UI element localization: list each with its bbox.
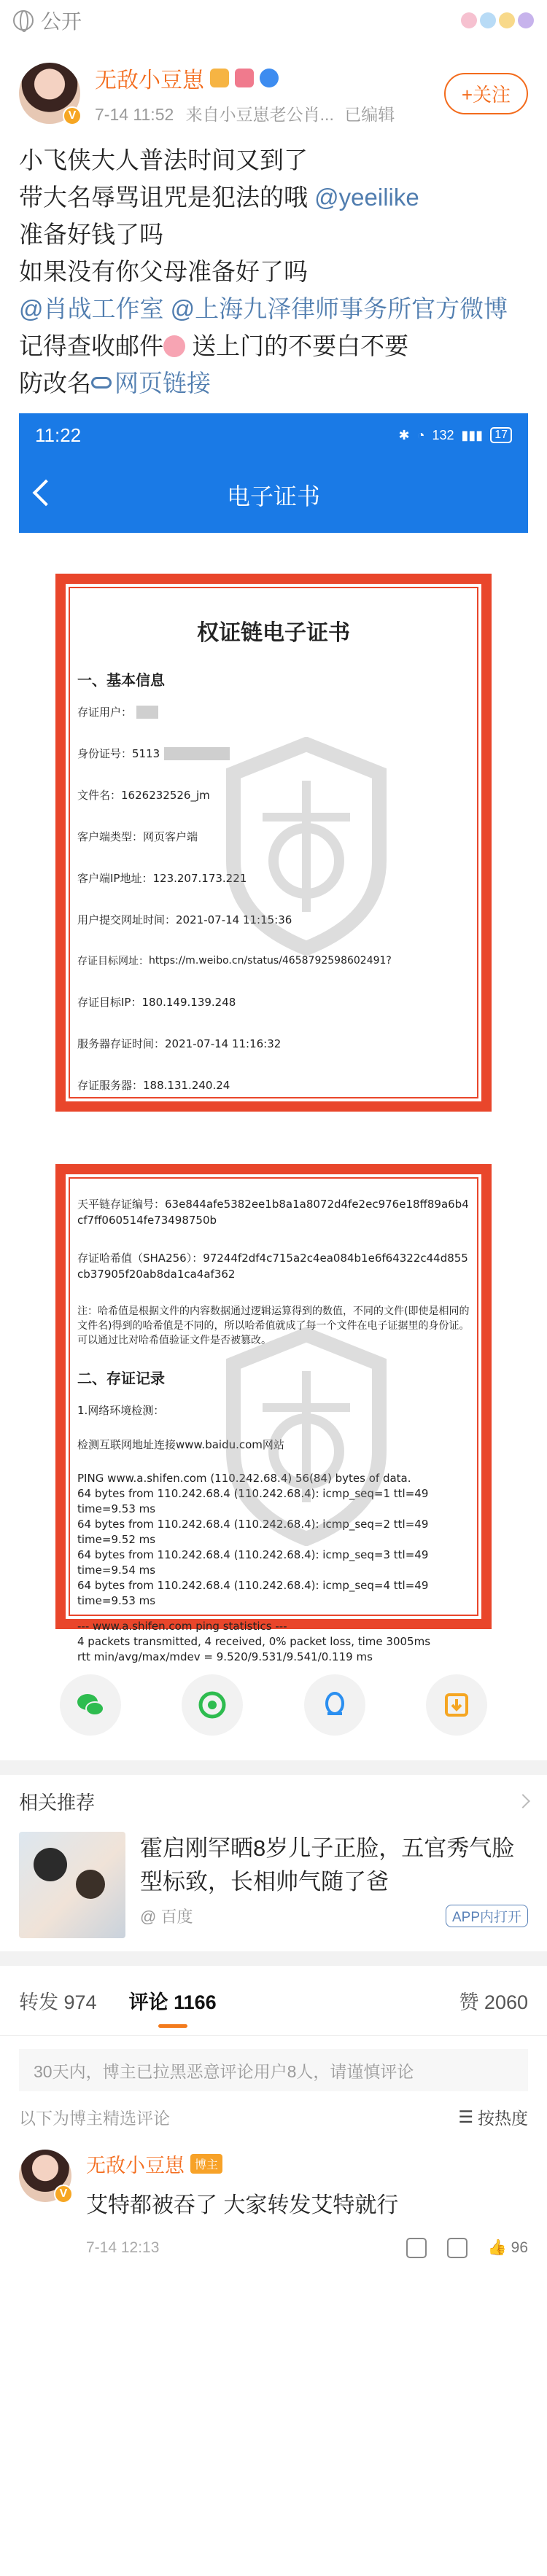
scale-shield-watermark-icon <box>219 1327 394 1546</box>
post-line-text: 记得查收邮件 <box>19 332 163 359</box>
share-wechat-button[interactable] <box>60 1674 121 1736</box>
section-records: 二、存证记录 <box>77 1370 165 1387</box>
post-line-text: 带大名辱骂诅咒是犯法的哦 <box>19 184 308 211</box>
redacted-block <box>136 706 158 719</box>
web-link[interactable] <box>91 370 211 397</box>
follow-button[interactable]: +关注 <box>444 73 528 114</box>
mute-icon: ◔ <box>416 427 425 442</box>
ping-line: 64 bytes from 110.242.68.4 (110.242.68.4): icmp_seq=2 ttl=49 time=9.52 ms <box>77 1518 429 1546</box>
ping-line: 64 bytes from 110.242.68.4 (110.242.68.4): icmp_seq=4 ttl=49 time=9.53 ms <box>77 1579 429 1607</box>
frame-corner <box>461 1170 486 1195</box>
ping-line: rtt min/avg/max/mdev = 9.520/9.531/9.541/0.119 ms <box>77 1650 373 1663</box>
comment-footer <box>86 2238 528 2258</box>
field-label: 用户提交网址时间： <box>77 913 176 926</box>
field-label: 存证目标IP： <box>77 996 142 1009</box>
tab-like[interactable]: 赞 2060 <box>459 1991 528 2013</box>
edited-label[interactable]: 已编辑 <box>344 104 395 124</box>
field-value: 2021-07-14 11:15:36 <box>176 913 292 926</box>
section-divider <box>0 1951 547 1966</box>
comment-time: 7-14 12:13 <box>86 2239 160 2256</box>
post-image-certificate[interactable] <box>19 413 528 1663</box>
field-value: https://m.weibo.cn/status/4658792598602491? <box>149 955 392 967</box>
author-info <box>95 62 444 125</box>
signal-icon: ▮▮▮ <box>461 427 484 442</box>
nfc-icon: ✱ <box>398 427 410 442</box>
post-line <box>19 364 528 402</box>
interaction-tabs <box>0 1966 547 2036</box>
post-meta <box>95 101 444 125</box>
decoration-stickers <box>461 12 534 28</box>
post-header <box>0 41 547 128</box>
commenter-name[interactable]: 无敌小豆崽 <box>86 2155 185 2177</box>
baidu-check: 检测互联网地址连接www.baidu.com网站 <box>77 1438 284 1451</box>
chevron-right-icon <box>516 1794 530 1808</box>
frame-corner <box>61 1599 86 1623</box>
field-label: 客户端类型： <box>77 830 144 843</box>
sort-icon: ☰ <box>458 2107 473 2126</box>
globe-icon <box>13 10 34 31</box>
comment-actions <box>406 2238 528 2258</box>
post-line <box>19 327 528 364</box>
gift-badge-icon <box>235 69 254 87</box>
reply-icon[interactable] <box>447 2238 468 2258</box>
post-time: 7-14 11:52 <box>95 104 174 124</box>
link-icon <box>91 377 112 389</box>
related-header-label: 相关推荐 <box>19 1791 96 1814</box>
visibility-label: 公开 <box>41 10 82 33</box>
blue-badge-icon <box>260 69 279 87</box>
phone-status-bar <box>19 413 528 457</box>
frame-corner <box>61 1170 86 1195</box>
like-count: 96 <box>511 2239 528 2256</box>
ping-line: 64 bytes from 110.242.68.4 (110.242.68.4): icmp_seq=1 ttl=49 time=9.53 ms <box>77 1487 429 1515</box>
field-value: 1626232526_jm <box>121 788 210 802</box>
related-body <box>140 1832 528 1937</box>
field-row <box>77 704 470 719</box>
verified-icon: V <box>63 106 82 125</box>
mention-law-firm-link[interactable]: @上海九泽律师事务所官方微博 <box>170 295 508 322</box>
comment-item <box>0 2142 547 2258</box>
ping-line: 64 bytes from 110.242.68.4 (110.242.68.4): icmp_seq=3 ttl=49 time=9.54 ms <box>77 1548 429 1577</box>
field-value: 123.207.173.221 <box>152 871 247 885</box>
open-in-app-button[interactable]: APP内打开 <box>446 1905 528 1927</box>
hash-value: 存证哈希值（SHA256）：97244f2df4c715a2c4ea084b1e6f64322c44d855cb37905f20ab8da1ca4af362 <box>77 1252 468 1281</box>
comment-body <box>86 2150 528 2258</box>
mention-user-link[interactable]: @yeeilike <box>314 184 419 211</box>
block-notice: 30天内，博主已拉黑恶意评论用户8人，请谨慎评论 <box>19 2049 528 2091</box>
frame-corner <box>61 579 86 604</box>
comment-sort-row <box>0 2091 547 2142</box>
commenter-avatar[interactable] <box>19 2150 71 2202</box>
field-label: 身份证号： <box>77 747 133 760</box>
field-row <box>77 953 470 968</box>
related-item[interactable] <box>0 1827 547 1951</box>
mention-studio-link[interactable]: @肖战工作室 <box>19 295 164 322</box>
certificate-title: 权证链电子证书 <box>197 620 350 646</box>
field-value: 180.149.139.248 <box>141 995 236 1009</box>
author-name[interactable]: 无敌小豆崽 <box>95 68 204 93</box>
post-line-text: 防改名 <box>19 370 91 397</box>
network-speed: 132 <box>432 427 454 442</box>
certificate-page-2 <box>55 1164 492 1663</box>
field-row <box>77 1077 470 1093</box>
verified-icon: V <box>54 2185 73 2204</box>
frame-corner <box>461 1081 486 1106</box>
chain-number: 天平链存证编号：63e844afe5382ee1b8a1a8072d4fe2ec976e18ff89a6b4cf7ff060514fe73498750b <box>77 1198 469 1227</box>
phone-time: 11:22 <box>35 424 82 446</box>
author-avatar[interactable] <box>19 63 80 124</box>
related-header[interactable] <box>0 1775 547 1827</box>
post-source[interactable]: 来自小豆崽老公肖... <box>185 104 334 124</box>
battery-level: 17 <box>490 427 512 443</box>
field-label: 存证目标网址： <box>77 956 149 967</box>
field-value: 5113 <box>132 746 160 760</box>
commenter-row <box>86 2150 528 2178</box>
sort-by-hot-button[interactable] <box>458 2105 528 2129</box>
web-link-label: 网页链接 <box>115 370 211 397</box>
field-label: 存证用户： <box>77 706 133 719</box>
hash-note: 注：哈希值是根据文件的内容数据通过逻辑运算得到的数值，不同的文件(即使是相同的文件名)得到的哈希值是不同的，所以哈希值就成了每一个文件在电子证据里的身份证。可以通过比对哈希值验证文件是否被篡改。 <box>77 1305 470 1346</box>
emoji-icon <box>163 335 185 357</box>
visibility-bar <box>0 0 547 41</box>
save-image-button[interactable] <box>426 1674 487 1736</box>
phone-nav-bar <box>19 457 528 533</box>
post-line: 如果没有你父母准备好了吗 <box>19 258 308 285</box>
post-line <box>19 290 528 327</box>
field-row <box>77 1036 470 1051</box>
frame-corner <box>461 579 486 604</box>
comment-text: 艾特都被吞了 大家转发艾特就行 <box>86 2193 399 2217</box>
share-moments-button[interactable] <box>182 1674 243 1736</box>
moments-icon <box>196 1689 228 1721</box>
post-line: 准备好钱了吗 <box>19 221 163 248</box>
tab-repost[interactable]: 转发 974 <box>19 1991 97 2013</box>
field-row <box>77 994 470 1010</box>
field-label: 服务器存证时间： <box>77 1037 166 1050</box>
sort-label: 按热度 <box>478 2108 528 2128</box>
crown-badge-icon <box>210 69 229 87</box>
related-source: @ 百度 <box>140 1908 193 1926</box>
field-label: 客户端IP地址： <box>77 872 153 885</box>
post-line: 小飞侠大人普法时间又到了 <box>19 147 308 173</box>
field-label: 存证服务器： <box>77 1079 144 1092</box>
ping-line: 4 packets transmitted, 4 received, 0% packet loss, time 3005ms <box>77 1635 431 1648</box>
frame-corner <box>461 1599 486 1623</box>
section-basic-info: 一、基本信息 <box>77 671 165 689</box>
post-line-text: 送上门的不要白不要 <box>192 332 409 359</box>
author-tag: 博主 <box>190 2154 222 2174</box>
phone-status-icons <box>398 427 512 443</box>
frame-corner <box>61 1081 86 1106</box>
ping-line: --- www.a.shifen.com ping statistics --- <box>77 1620 287 1633</box>
wechat-icon <box>74 1689 106 1721</box>
field-value: 2021-07-14 11:16:32 <box>165 1037 282 1050</box>
scale-shield-watermark-icon <box>219 737 394 956</box>
tab-comment[interactable]: 评论 1166 <box>129 1986 217 2015</box>
ping-line: PING www.a.shifen.com (110.242.68.4) 56(84) bytes of data. <box>77 1472 411 1485</box>
env-check-label: 1.网络环境检测： <box>77 1404 165 1417</box>
field-value: 188.131.240.24 <box>143 1078 230 1092</box>
certificate-page-1 <box>55 574 492 1112</box>
author-name-row <box>95 62 444 94</box>
share-icon[interactable] <box>406 2238 427 2258</box>
field-label: 文件名： <box>77 789 122 802</box>
curated-label: 以下为博主精选评论 <box>19 2108 170 2128</box>
qq-icon <box>319 1689 351 1721</box>
share-qq-button[interactable] <box>304 1674 365 1736</box>
save-image-icon <box>441 1689 473 1721</box>
phone-nav-title: 电子证书 <box>226 483 320 510</box>
post-text <box>0 128 547 402</box>
related-source-row <box>140 1905 528 1927</box>
related-title: 霍启刚罕晒8岁儿子正脸，五官秀气脸型标致，长相帅气随了爸 <box>140 1835 515 1894</box>
section-divider <box>0 1760 547 1775</box>
post-line <box>19 179 528 216</box>
related-thumbnail <box>19 1832 125 1938</box>
like-button[interactable]: 👍 96 <box>487 2239 528 2256</box>
field-value: 网页客户端 <box>143 830 198 843</box>
